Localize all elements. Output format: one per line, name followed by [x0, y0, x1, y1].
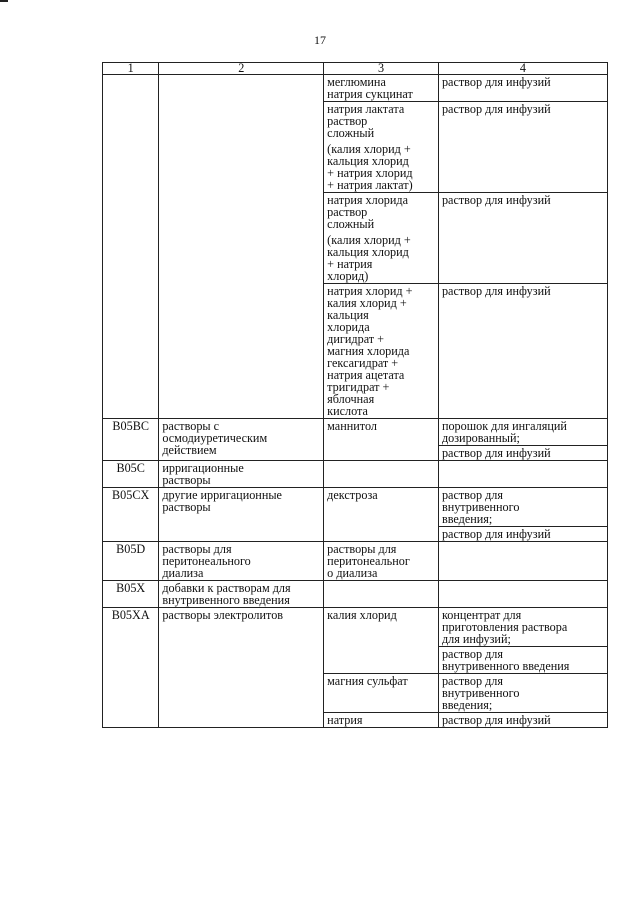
dosage-form-text: раствор для инфузий [439, 526, 607, 541]
atc-code-cell: B05X [103, 581, 159, 608]
drug-name-cell [324, 102, 439, 193]
drug-name-text: натрия [327, 713, 363, 727]
drug-name-cell [324, 461, 439, 488]
drug-table [102, 62, 608, 728]
drug-name-cell [324, 713, 439, 728]
drug-name-cell [324, 608, 439, 674]
dosage-form-cell [438, 461, 607, 488]
drug-name-text: растворы для перитонеальног о диализа [327, 542, 410, 580]
drug-name-text: маннитол [327, 419, 377, 433]
dosage-form-cell [438, 713, 607, 728]
drug-name-cell [324, 674, 439, 713]
dosage-form-cell [438, 419, 607, 461]
drug-name-text: натрия хлорид + калия хлорид + кальция хлорида дигидрат + магния хлорида гексагидрат + натрия ацетата тригидрат + яблочная кислота [327, 284, 413, 418]
atc-code-cell: B05C [103, 461, 159, 488]
table-row [103, 75, 608, 102]
group-name-cell: растворы для перитонеального диализа [159, 542, 324, 581]
drug-name-cell [324, 419, 439, 461]
table-row [103, 608, 608, 674]
dosage-form-cell [438, 284, 607, 419]
dosage-form-text: раствор для внутривенного введения; [441, 488, 520, 526]
dosage-form-cell [438, 542, 607, 581]
drug-name-text: натрия лактата раствор сложный [327, 102, 405, 140]
header-cell-1: 1 [103, 63, 159, 75]
dosage-form-cell [438, 608, 607, 674]
header-cell-3: 3 [324, 63, 439, 75]
page-number: 17 [314, 33, 326, 47]
drug-name-text: калия хлорид [327, 608, 397, 622]
header-cell-2: 2 [159, 63, 324, 75]
dosage-form-text: раствор для инфузий [441, 713, 551, 727]
dosage-form-text: раствор для инфузий [441, 102, 551, 116]
dosage-form-cell [438, 75, 607, 102]
table-row [103, 419, 608, 461]
drug-name-cell [324, 488, 439, 542]
drug-name-cell [324, 75, 439, 102]
corner-mark [0, 0, 8, 2]
drug-name-cell [324, 193, 439, 284]
dosage-form-text: раствор для инфузий [441, 284, 551, 298]
header-cell-4: 4 [438, 63, 607, 75]
dosage-form-text: раствор для инфузий [441, 75, 551, 89]
table-row [103, 488, 608, 542]
dosage-form-text: раствор для внутривенного введения [439, 646, 607, 673]
table-body [103, 75, 608, 728]
drug-name-cell [324, 284, 439, 419]
group-name-cell: добавки к растворам для внутривенного введения [159, 581, 324, 608]
atc-code-cell [103, 75, 159, 419]
atc-code-cell: B05BC [103, 419, 159, 461]
group-name-cell [159, 75, 324, 419]
table-row [103, 461, 608, 488]
table-header [103, 63, 608, 75]
header-row [103, 63, 608, 75]
dosage-form-text: порошок для ингаляций дозированный; [441, 419, 567, 445]
dosage-form-text: раствор для инфузий [441, 193, 551, 207]
dosage-form-cell [438, 488, 607, 542]
drug-name-cell [324, 542, 439, 581]
drug-name-text: магния сульфат [327, 674, 408, 688]
group-name-cell: другие ирригационные растворы [159, 488, 324, 542]
drug-name-text: (калия хлорид + кальция хлорид + натрия хлорид + натрия лактат) [327, 142, 413, 192]
dosage-form-text: концентрат для приготовления раствора для инфузий; [441, 608, 568, 646]
drug-name-text: натрия хлорида раствор сложный [327, 193, 409, 231]
atc-code-cell: B05D [103, 542, 159, 581]
drug-name-text: меглюмина натрия сукцинат [327, 75, 413, 101]
drug-name-text: (калия хлорид + кальция хлорид + натрия хлорид) [327, 233, 411, 283]
drug-name-text: декстроза [327, 488, 378, 502]
dosage-form-cell [438, 193, 607, 284]
dosage-form-cell [438, 674, 607, 713]
atc-code-cell: B05XA [103, 608, 159, 728]
dosage-form-text: раствор для внутривенного введения; [441, 674, 520, 712]
dosage-form-text: раствор для инфузий [439, 445, 607, 460]
dosage-form-cell [438, 102, 607, 193]
drug-name-cell [324, 581, 439, 608]
dosage-form-cell [438, 581, 607, 608]
table-row [103, 542, 608, 581]
group-name-cell: растворы с осмодиуретическим действием [159, 419, 324, 461]
group-name-cell: ирригационные растворы [159, 461, 324, 488]
table-row [103, 581, 608, 608]
atc-code-cell: B05CX [103, 488, 159, 542]
group-name-cell: растворы электролитов [159, 608, 324, 728]
